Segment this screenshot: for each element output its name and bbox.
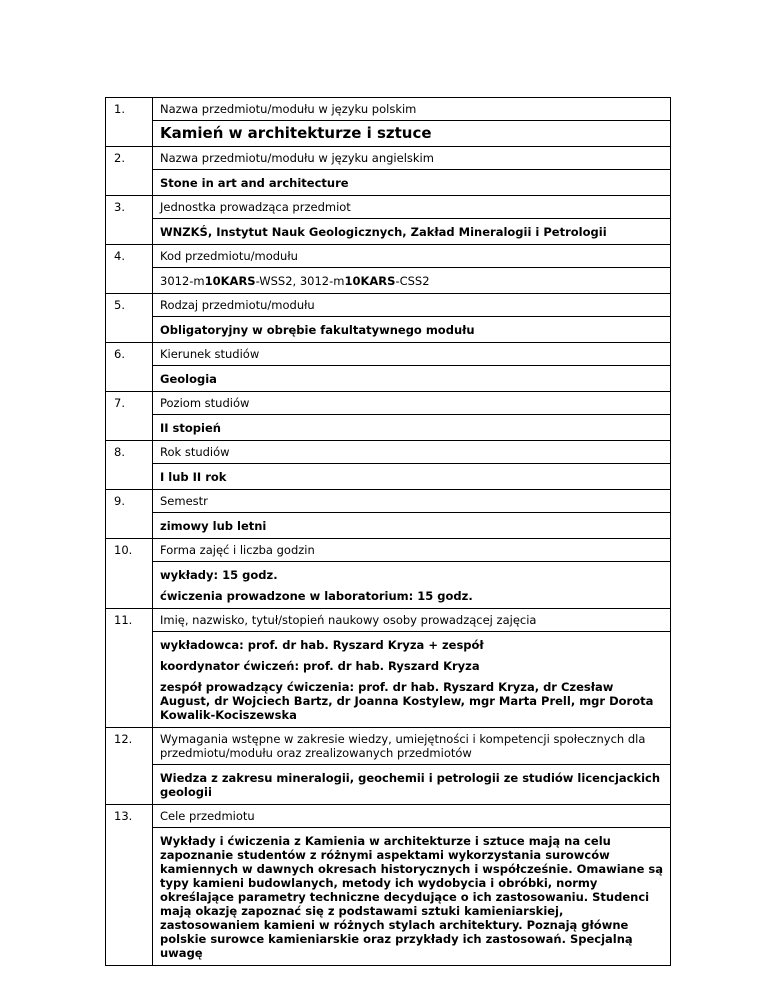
field-value: I lub II rok [160,470,227,484]
row-number: 5. [106,294,153,343]
module-code: 3012-m10KARS-WSS2, 3012-m10KARS-CSS2 [160,274,430,288]
field-value: wykłady: 15 godz. [160,568,278,582]
row-number: 13. [106,805,153,966]
table-row [106,98,671,147]
field-value: Geologia [160,372,217,386]
field-label: Jednostka prowadząca przedmiot [153,196,670,219]
field-value: Kamień w architekturze i sztuce [160,124,432,142]
field-label: Cele przedmiotu [153,805,670,828]
syllabus-table [105,97,671,966]
table-row [106,343,671,392]
table-row [106,294,671,343]
row-number: 12. [106,728,153,805]
table-row [106,728,671,805]
field-label: Nazwa przedmiotu/modułu w języku polskim [153,98,670,121]
field-label: Poziom studiów [153,392,670,415]
field-value: Wykłady i ćwiczenia z Kamienia w architekturze i sztuce mają na celu zapoznanie studentów z różnymi aspektami wykorzystania surowców kamiennych w dawnych okresach historycznych i współcześnie. Omawiane są typy kamieni budowlanych, metody ich wydobycia i obróbki, normy określające parametry techniczne decydujące o ich zastosowaniu. Studenci mają okazję zapoznać się z podstawami sztuki kamieniarskiej, zastosowaniem kamieni w różnych stylach architektury. Poznają główne polskie surowce kamieniarskie oraz przykłady ich zastosowań. Specjalną uwagę [160,834,664,960]
row-number: 8. [106,441,153,490]
field-label: Forma zajęć i liczba godzin [153,539,670,562]
field-value: ćwiczenia prowadzone w laboratorium: 15 godz. [160,589,473,603]
row-number: 3. [106,196,153,245]
field-value: zespół prowadzący ćwiczenia: prof. dr hab. Ryszard Kryza, dr Czesław August, dr Wojciech Bartz, dr Joanna Kostylew, mgr Marta Prell, mgr Dorota Kowalik-Kociszewska [160,680,654,722]
row-number: 6. [106,343,153,392]
field-value: wykładowca: prof. dr hab. Ryszard Kryza + zespół [160,638,484,652]
field-value: Wiedza z zakresu mineralogii, geochemii i petrologii ze studiów licencjackich geologii [160,771,661,799]
field-label: Wymagania wstępne w zakresie wiedzy, umiejętności i kompetencji społecznych dla przedmiotu/modułu oraz zrealizowanych przedmiotów [153,728,670,765]
field-label: Imię, nazwisko, tytuł/stopień naukowy osoby prowadzącej zajęcia [153,609,670,632]
table-row [106,441,671,490]
field-value: Stone in art and architecture [160,176,349,190]
field-value: WNZKŚ, Instytut Nauk Geologicznych, Zakład Mineralogii i Petrologii [160,225,607,239]
field-value: koordynator ćwiczeń: prof. dr hab. Ryszard Kryza [160,659,480,673]
table-row [106,147,671,196]
table-row [106,539,671,609]
table-row [106,392,671,441]
field-label: Kierunek studiów [153,343,670,366]
row-number: 1. [106,98,153,147]
row-number: 2. [106,147,153,196]
row-number: 11. [106,609,153,728]
table-row [106,609,671,728]
field-value: Obligatoryjny w obrębie fakultatywnego modułu [160,323,475,337]
table-row [106,196,671,245]
field-label: Semestr [153,490,670,513]
field-label: Rok studiów [153,441,670,464]
field-label: Kod przedmiotu/modułu [153,245,670,268]
row-number: 10. [106,539,153,609]
table-row [106,245,671,294]
field-label: Rodzaj przedmiotu/modułu [153,294,670,317]
row-number: 9. [106,490,153,539]
field-value: zimowy lub letni [160,519,267,533]
row-number: 7. [106,392,153,441]
table-row [106,805,671,966]
field-label: Nazwa przedmiotu/modułu w języku angielskim [153,147,670,170]
field-value: II stopień [160,421,221,435]
table-row [106,490,671,539]
row-number: 4. [106,245,153,294]
